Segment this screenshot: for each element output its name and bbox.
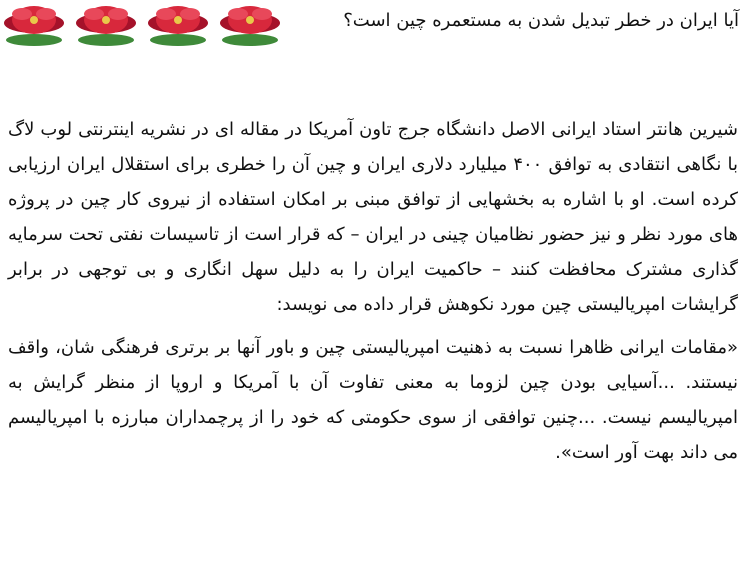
poinsettia-icon bbox=[144, 0, 212, 46]
page-title: آیا ایران در خطر تبدیل شدن به مستعمره چین است؟ bbox=[343, 10, 739, 31]
quote-paragraph: «مقامات ایرانی ظاهرا نسبت به ذهنیت امپریالیستی چین و باور آنها بر برتری فرهنگی شان، واقف نیستند. ...آسیایی بودن چین لزوما به معنی تفاوت آن با آمریکا و اروپا از منظر گرایش به امپریالیسم نیست. ...چنین توافقی از سوی حکومتی که خود را از پرچمداران مبارزه با امپریالیسم می داند بهت آور است». bbox=[8, 337, 738, 463]
article-paragraph: شیرین هانتر استاد ایرانی الاصل دانشگاه جرج تاون آمریکا در مقاله ای در نشریه اینترنتی لوب لاگ با نگاهی انتقادی به توافق ۴۰۰ میلیارد دلاری ایران و چین آن را خطری برای استقلال ایران ارزیابی کرده است. او با اشاره به بخشهایی از توافق مبنی بر امکان استفاده از نیروی کار چین در پروژه های مورد نظر و نیز حضور نظامیان چینی در ایران – که قرار است از تاسیسات نفتی تحت سرمایه گذاری مشترک محافظت کنند – حاکمیت ایران را به دلیل سهل انگاری و بی توجهی در برابر گرایشات امپریالیستی چین مورد نکوهش قرار داده می نویسد: bbox=[8, 119, 738, 315]
poinsettia-icon bbox=[0, 0, 68, 46]
poinsettia-icon bbox=[216, 0, 284, 46]
poinsettia-icon bbox=[72, 0, 140, 46]
flower-decoration bbox=[0, 0, 284, 46]
article-body bbox=[8, 112, 738, 478]
header bbox=[0, 0, 749, 52]
